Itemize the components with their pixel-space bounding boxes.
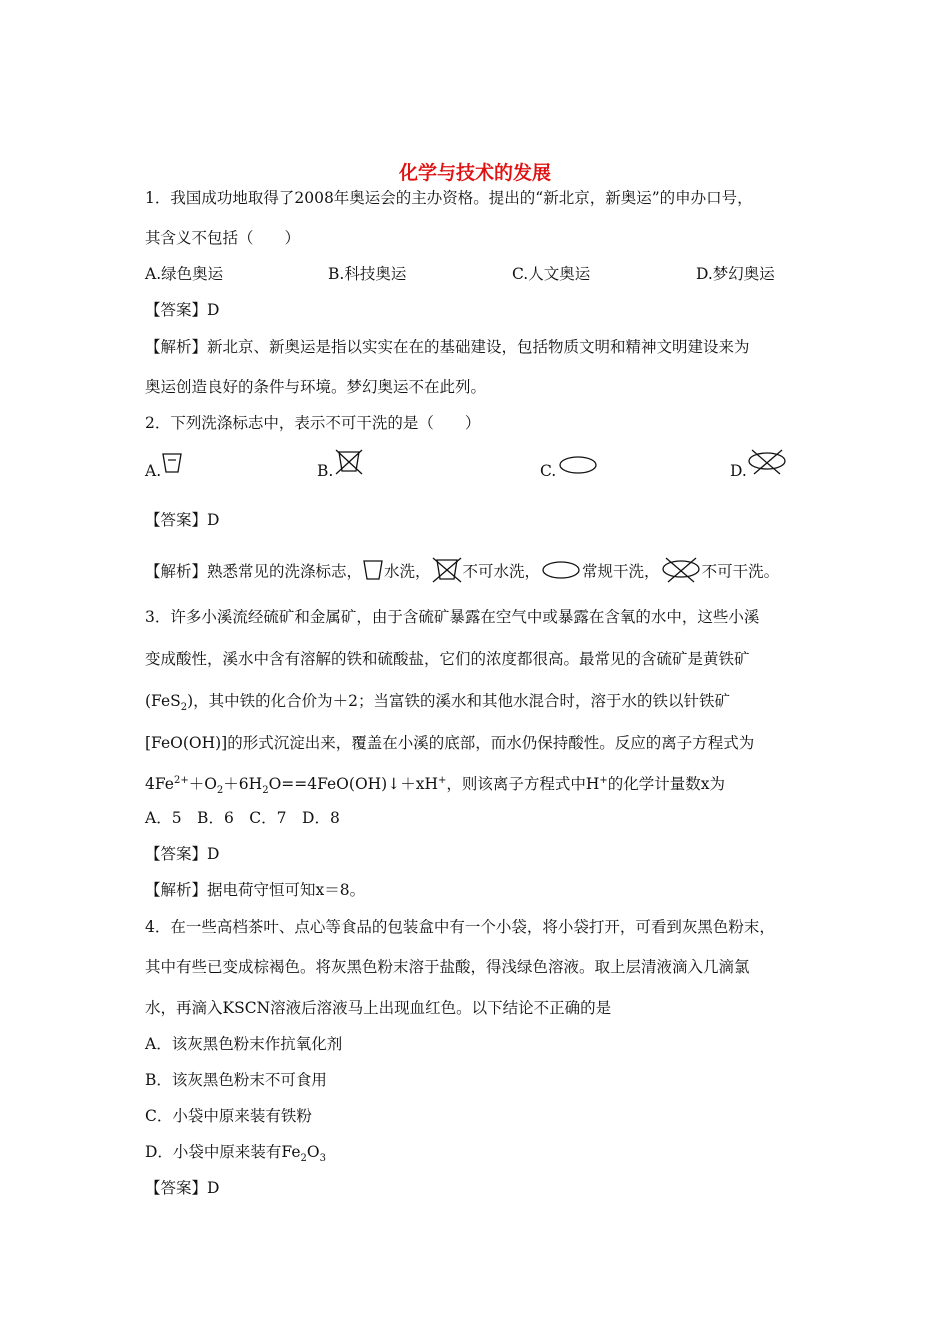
washtub-icon — [161, 452, 183, 479]
q3-stem-line4: [FeO(OH)]的形式沉淀出来，覆盖在小溪的底部，而水仍保持酸性。反应的离子方程式为 — [145, 734, 755, 752]
equation-text: ＋O — [188, 775, 217, 793]
q4-stem-line1: 4．在一些高档茶叶、点心等食品的包装盒中有一个小袋，将小袋打开，可看到灰黑色粉末， — [145, 918, 775, 936]
page-title: 化学与技术的发展 — [398, 162, 551, 184]
q2-stem: 2．下列洗涤标志中，表示不可干洗的是（ ） — [145, 414, 481, 432]
q4-option-a: A．该灰黑色粉末作抗氧化剂 — [145, 1035, 343, 1053]
q3-text: )，其中铁的化合价为＋2；当富铁的溪水和其他水混合时，溶于水的铁以针铁矿 — [187, 692, 731, 710]
dry-clean-icon — [558, 455, 598, 480]
q2-explanation-part1: 水洗， — [384, 562, 431, 581]
subscript: 3 — [319, 1153, 326, 1165]
q2-explanation — [145, 557, 779, 588]
equation-text: O==4FeO(OH)↓＋xH — [268, 775, 438, 793]
q4-answer: 【答案】D — [145, 1179, 220, 1197]
q1-option-c: C.人文奥运 — [512, 265, 591, 283]
subscript: 2 — [180, 702, 188, 714]
q2-explanation-prefix: 【解析】熟悉常见的洗涤标志， — [145, 562, 363, 581]
q4-option-b: B．该灰黑色粉末不可食用 — [145, 1071, 327, 1089]
q4-option-c: C．小袋中原来装有铁粉 — [145, 1107, 312, 1125]
q2-option-a-label: A. — [145, 462, 162, 480]
q3-options: A．5 B．6 C．7 D．8 — [145, 809, 340, 827]
equation-text: 4Fe — [145, 775, 174, 793]
equation-text: 的化学计量数x为 — [607, 775, 726, 793]
q3-text: (FeS — [145, 692, 181, 710]
dry-clean-icon — [540, 560, 582, 585]
q2-option-a — [145, 461, 161, 481]
no-dry-clean-icon — [746, 449, 788, 480]
q2-option-c — [540, 461, 556, 481]
q1-explanation-line2: 奥运创造良好的条件与环境。梦幻奥运不在此列。 — [145, 378, 487, 396]
q3-stem-line2: 变成酸性，溪水中含有溶解的铁和硫酸盐，它们的浓度都很高。最常见的含硫矿是黄铁矿 — [145, 650, 750, 668]
q3-stem-line1: 3．许多小溪流经硫矿和金属矿，由于含硫矿暴露在空气中或暴露在含氧的水中，这些小溪 — [145, 608, 760, 626]
no-wash-icon — [335, 449, 363, 480]
superscript: 2+ — [173, 774, 189, 786]
q2-option-b-label: B. — [317, 462, 334, 480]
option-text: D．小袋中原来装有Fe — [145, 1143, 301, 1161]
q1-answer: 【答案】D — [145, 301, 220, 319]
q2-option-d — [730, 461, 747, 481]
q1-option-b: B.科技奥运 — [328, 265, 407, 283]
q2-explanation-part3: 常规干洗， — [582, 562, 660, 581]
subscript: 2 — [262, 785, 269, 797]
superscript: + — [437, 774, 447, 786]
q1-stem-line2: 其含义不包括（ ） — [145, 229, 301, 247]
q2-answer: 【答案】D — [145, 511, 220, 529]
subscript: 2 — [216, 785, 224, 797]
q1-option-d: D.梦幻奥运 — [696, 265, 775, 283]
q3-equation — [145, 774, 726, 797]
q3-stem-line3 — [145, 691, 731, 714]
q4-stem-line3: 水，再滴入KSCN溶液后溶液马上出现血红色。以下结论不正确的是 — [145, 999, 612, 1017]
q2-explanation-part4: 不可干洗。 — [701, 562, 780, 581]
q1-stem-line1: 1．我国成功地取得了2008年奥运会的主办资格。提出的“新北京，新奥运”的申办口号， — [145, 189, 753, 207]
q4-stem-line2: 其中有些已变成棕褐色。将灰黑色粉末溶于盐酸，得浅绿色溶液。取上层清液滴入几滴氯 — [145, 958, 750, 976]
equation-text: ＋6H — [223, 775, 263, 793]
equation-text: ，则该离子方程式中H — [446, 775, 600, 793]
q4-option-d — [145, 1142, 326, 1165]
no-wash-icon — [431, 557, 463, 588]
q2-explanation-part2: 不可水洗， — [462, 562, 541, 581]
superscript: + — [599, 774, 608, 786]
q1-option-a: A.绿色奥运 — [145, 265, 224, 283]
q2-option-c-label: C. — [540, 462, 557, 480]
q2-option-d-label: D. — [730, 462, 747, 480]
q3-explanation: 【解析】据电荷守恒可知x＝8。 — [145, 881, 366, 899]
no-dry-clean-icon — [660, 557, 702, 588]
q2-option-b — [317, 461, 333, 481]
option-text: O — [306, 1143, 320, 1161]
q1-explanation-line1: 【解析】新北京、新奥运是指以实实在在的基础建设，包括物质文明和精神文明建设来为 — [145, 338, 750, 356]
washtub-icon — [362, 559, 384, 586]
q3-answer: 【答案】D — [145, 845, 220, 863]
subscript: 2 — [300, 1153, 307, 1165]
